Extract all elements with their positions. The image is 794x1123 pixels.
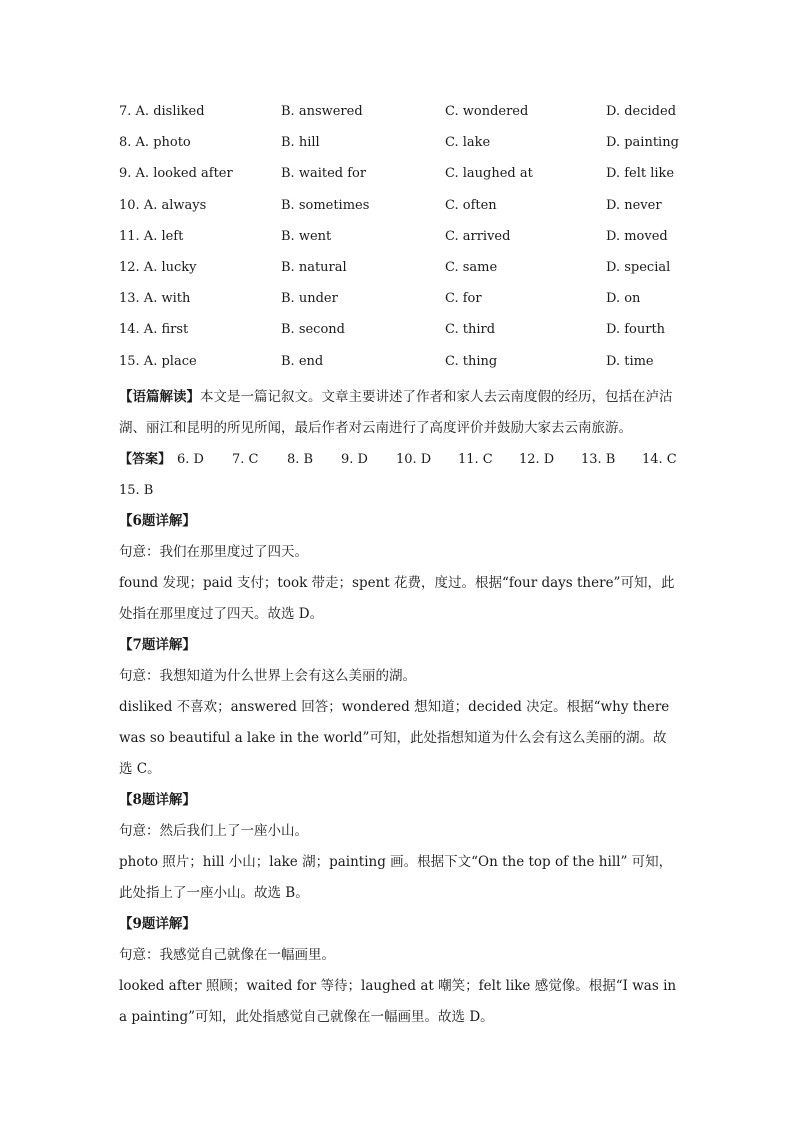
option-a: 10. A. always bbox=[119, 197, 207, 213]
option-b: B. hill bbox=[281, 135, 320, 151]
document-page bbox=[119, 101, 679, 1033]
explanation: looked after 照顾；waited for 等待；laughed at 嘲笑；felt like 感觉像。根据“I was in a painting”可知，此处指感觉自己就像在一幅画里。故选 D。 bbox=[119, 977, 677, 1025]
answer-key bbox=[119, 444, 679, 475]
option-row-11 bbox=[119, 226, 679, 257]
detail-6 bbox=[119, 506, 679, 630]
option-a: 8. A. photo bbox=[119, 135, 191, 151]
option-a: 15. A. place bbox=[119, 353, 197, 369]
explanation: disliked 不喜欢；answered 回答；wondered 想知道；decided 决定。根据“why there was so beautiful a lake in the world”可知，此处指想知道为什么会有这么美丽的湖。故选 C。 bbox=[119, 698, 670, 777]
sentence-meaning: 句意：我感觉自己就像在一幅画里。 bbox=[119, 946, 335, 963]
option-b: B. sometimes bbox=[281, 197, 370, 213]
option-b: B. natural bbox=[281, 259, 347, 275]
detail-heading: 【8题详解】 bbox=[119, 791, 196, 808]
options-block bbox=[119, 101, 679, 382]
option-row-12 bbox=[119, 257, 679, 288]
option-row-13 bbox=[119, 288, 679, 319]
answer-item: 15. B bbox=[119, 482, 154, 498]
option-a: 11. A. left bbox=[119, 228, 184, 244]
option-row-7 bbox=[119, 101, 679, 132]
option-d: D. special bbox=[606, 259, 671, 275]
option-d: D. never bbox=[606, 197, 662, 213]
option-a: 9. A. looked after bbox=[119, 166, 233, 182]
answer-item: 11. C bbox=[458, 451, 493, 467]
option-c: C. same bbox=[445, 259, 498, 275]
option-row-8 bbox=[119, 132, 679, 163]
answer-key-continued bbox=[119, 475, 679, 506]
option-a: 14. A. first bbox=[119, 322, 189, 338]
option-d: D. moved bbox=[606, 228, 668, 244]
detail-heading: 【9题详解】 bbox=[119, 915, 196, 932]
answer-item: 6. D bbox=[177, 451, 204, 467]
option-row-10 bbox=[119, 195, 679, 226]
option-d: D. time bbox=[606, 353, 654, 369]
option-b: B. answered bbox=[281, 104, 363, 119]
answer-label: 【答案】 bbox=[119, 451, 172, 467]
explanation: found 发现；paid 支付；took 带走；spent 花费，度过。根据“four days there”可知，此处指在那里度过了四天。故选 D。 bbox=[119, 574, 675, 622]
option-c: C. lake bbox=[445, 135, 491, 151]
interpretation-text: 本文是一篇记叙文。文章主要讲述了作者和家人去云南度假的经历，包括在泸沽湖、丽江和昆明的所见所闻，最后作者对云南进行了高度评价并鼓励大家去云南旅游。 bbox=[119, 388, 673, 436]
detail-9 bbox=[119, 909, 679, 1033]
option-d: D. on bbox=[606, 291, 641, 307]
option-b: B. waited for bbox=[281, 166, 367, 182]
option-b: B. went bbox=[281, 228, 332, 244]
sentence-meaning: 句意：我们在那里度过了四天。 bbox=[119, 543, 308, 560]
option-c: C. arrived bbox=[445, 228, 511, 244]
option-d: D. decided bbox=[606, 104, 677, 119]
option-d: D. fourth bbox=[606, 322, 666, 338]
option-a: 7. A. disliked bbox=[119, 104, 205, 119]
answer-item: 8. B bbox=[287, 451, 314, 467]
option-d: D. painting bbox=[606, 135, 679, 151]
option-c: C. thing bbox=[445, 353, 498, 369]
detail-heading: 【6题详解】 bbox=[119, 512, 196, 529]
answer-item: 13. B bbox=[581, 451, 616, 467]
sentence-meaning: 句意：然后我们上了一座小山。 bbox=[119, 822, 308, 839]
detail-heading: 【7题详解】 bbox=[119, 636, 196, 653]
option-c: C. often bbox=[445, 197, 497, 213]
option-a: 13. A. with bbox=[119, 291, 191, 307]
passage-interpretation bbox=[119, 382, 679, 444]
interpretation-label: 【语篇解读】 bbox=[119, 388, 200, 405]
answer-item: 7. C bbox=[232, 451, 259, 467]
answer-item: 10. D bbox=[396, 451, 432, 467]
option-c: C. laughed at bbox=[445, 166, 533, 182]
option-row-15 bbox=[119, 351, 679, 382]
option-b: B. second bbox=[281, 322, 345, 338]
option-b: B. under bbox=[281, 291, 338, 307]
answer-item: 12. D bbox=[519, 451, 555, 467]
option-row-14 bbox=[119, 319, 679, 350]
detail-8 bbox=[119, 785, 679, 909]
option-a: 12. A. lucky bbox=[119, 259, 197, 275]
option-c: C. for bbox=[445, 291, 482, 307]
detail-7 bbox=[119, 630, 679, 785]
sentence-meaning: 句意：我想知道为什么世界上会有这么美丽的湖。 bbox=[119, 667, 416, 684]
option-row-9 bbox=[119, 163, 679, 194]
option-c: C. third bbox=[445, 322, 496, 338]
answer-item: 9. D bbox=[341, 451, 368, 467]
answer-item: 14. C bbox=[642, 451, 677, 467]
explanation: photo 照片；hill 小山；lake 湖；painting 画。根据下文“On the top of the hill” 可知，此处指上了一座小山。故选 B。 bbox=[119, 853, 673, 901]
option-c: C. wondered bbox=[445, 104, 529, 119]
option-d: D. felt like bbox=[606, 166, 675, 182]
option-b: B. end bbox=[281, 353, 324, 369]
